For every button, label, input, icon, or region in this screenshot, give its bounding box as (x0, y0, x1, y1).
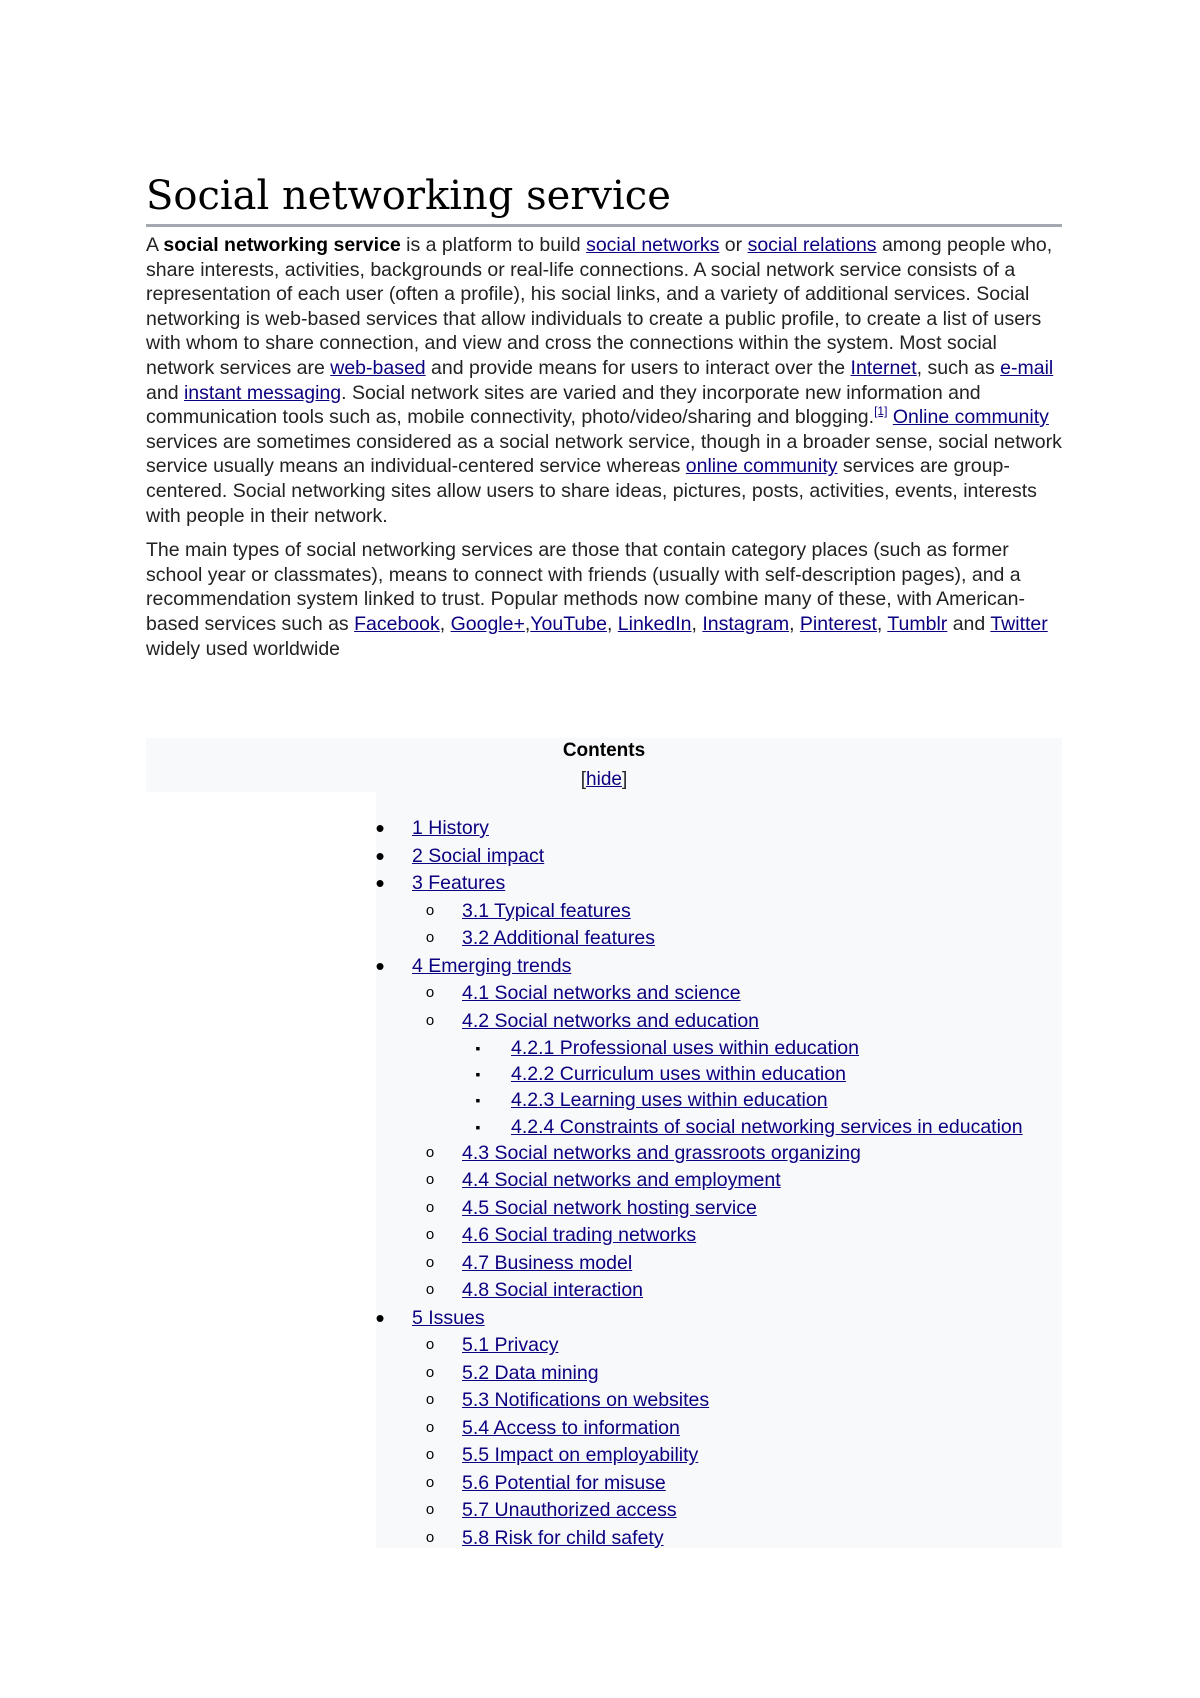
citation (874, 404, 887, 418)
bullet-icon: o (425, 1198, 435, 1216)
toc-item (146, 1443, 1062, 1471)
text-run: , (606, 612, 618, 635)
text-run: services are group-centered. Social networking sites allow users to share ideas, pictures, posts, activities, events, interests with people in their network. (146, 455, 1037, 527)
inline-link[interactable]: Twitter (990, 612, 1048, 635)
text-run: widely used worldwide (146, 637, 341, 660)
toc-link[interactable]: 3.1 Typical features (462, 899, 631, 922)
toc-item (146, 1526, 1062, 1554)
toc-item (146, 899, 1062, 927)
inline-link[interactable]: LinkedIn (617, 612, 692, 635)
text-run: The main types of social networking services are those that contain category places (such as former school year or classmates), means to connect with friends (usually with self-description pages), and a recommendation system linked to trust. Popular methods now combine many of these, with American-based services such as (146, 539, 1025, 635)
inline-link[interactable]: YouTube (530, 612, 607, 635)
toc-link[interactable]: 5.4 Access to information (462, 1416, 680, 1439)
toc-item (146, 1036, 1062, 1062)
inline-link[interactable]: Online community (892, 406, 1049, 429)
toc-item (146, 1223, 1062, 1251)
bullet-icon: o (425, 1171, 435, 1189)
bullet-icon: • (375, 840, 385, 871)
bullet-icon: • (375, 950, 385, 981)
bold-term: social networking service (163, 234, 401, 256)
text-run: and (146, 381, 184, 404)
toc-link[interactable]: 4.7 Business model (462, 1251, 633, 1274)
toc-link[interactable]: 4.1 Social networks and science (462, 982, 741, 1004)
toc-title: Contents (562, 740, 646, 761)
bullet-icon: o (425, 1336, 435, 1354)
toc-list (146, 813, 1062, 1553)
toc-link[interactable]: 5.6 Potential for misuse (462, 1471, 666, 1494)
toc-item (146, 1251, 1062, 1279)
bullet-icon: ▪ (475, 1118, 481, 1135)
bullet-icon: o (425, 1528, 435, 1546)
toc-link[interactable]: 4.2.3 Learning uses within education (511, 1089, 828, 1112)
bullet-icon: o (425, 1253, 435, 1271)
types-paragraph (146, 538, 1062, 661)
inline-link[interactable]: Tumblr (887, 612, 948, 635)
text-run: and (947, 612, 991, 635)
toc-item (146, 1471, 1062, 1499)
inline-link[interactable]: e-mail (1000, 356, 1054, 379)
toc-link[interactable]: 4.4 Social networks and employment (462, 1169, 781, 1192)
bullet-icon: o (425, 1501, 435, 1519)
toc-item (146, 1361, 1062, 1389)
toc-link[interactable]: 5 Issues (412, 1306, 485, 1329)
bullet-icon: o (425, 1418, 435, 1436)
text-run: , (789, 612, 800, 635)
bullet-icon: • (375, 1302, 385, 1333)
toc-link[interactable]: 3.2 Additional features (462, 927, 655, 949)
inline-link[interactable]: Internet (850, 356, 917, 379)
text-run: , (439, 612, 451, 635)
page-title: Social networking service (146, 170, 1062, 227)
text-run: , (691, 612, 703, 635)
inline-link[interactable]: online community (685, 455, 838, 478)
text-run: and provide means for users to interact over the (425, 356, 851, 379)
toc-item (146, 950, 1062, 982)
text-run: services are sometimes considered as a social network service, though in a broader sense, social network service usually means an individual-centered service whereas (146, 430, 1062, 478)
toc-link[interactable]: 5.2 Data mining (462, 1361, 599, 1384)
bullet-icon: o (425, 1011, 435, 1029)
toc-item (146, 1062, 1062, 1088)
bullet-icon: o (425, 1226, 435, 1244)
toc-item (146, 1088, 1062, 1114)
toc-link[interactable]: 4.2.1 Professional uses within education (511, 1037, 859, 1059)
text-run: among people who, share interests, activities, backgrounds or real-life connections. A social network service consists of a representation of each user (often a profile), his social links, and a variety of additional services. Social networking is web-based services that allow individuals to create a public profile, to create a list of users with whom to share connection, and view and cross the connections within the system. Most social network services are (146, 234, 1053, 379)
toc-link[interactable]: 5.8 Risk for child safety (462, 1526, 664, 1549)
toc-link[interactable]: 4 Emerging trends (412, 954, 572, 977)
article-body (146, 170, 1062, 671)
toc-item (146, 1115, 1062, 1141)
toc-link[interactable]: 4.3 Social networks and grassroots organizing (462, 1141, 861, 1164)
toc-link[interactable]: 4.8 Social interaction (462, 1279, 644, 1302)
text-run: , (876, 612, 888, 635)
toc-item (146, 1278, 1062, 1306)
toc-item (146, 1416, 1062, 1444)
text-run: , such as (916, 356, 1001, 379)
toc-item (146, 1388, 1062, 1416)
inline-link[interactable]: web-based (330, 356, 426, 379)
toc-item (146, 926, 1062, 954)
text-run: , (524, 612, 531, 635)
inline-link[interactable]: social relations (747, 234, 877, 256)
bullet-icon: • (375, 868, 385, 898)
text-run: A (146, 234, 164, 256)
toc-item (146, 1141, 1062, 1169)
inline-link[interactable]: Facebook (354, 612, 440, 635)
toc-link[interactable]: 5.5 Impact on employability (462, 1444, 699, 1467)
text-run: . Social network sites are varied and they incorporate new information and communication tools such as, mobile connectivity, photo/video/sharing and blogging. (146, 381, 981, 429)
intro-paragraph (146, 233, 1062, 528)
toc-item (146, 868, 1062, 899)
toc-link[interactable]: 4.5 Social network hosting service (462, 1196, 757, 1219)
bullet-icon: ▪ (475, 1092, 481, 1109)
toc-link[interactable]: 5.1 Privacy (462, 1334, 559, 1357)
toc-link[interactable]: 2 Social impact (412, 844, 545, 867)
bullet-icon: o (425, 1473, 435, 1491)
bullet-icon: ▪ (475, 1040, 481, 1056)
bullet-icon: o (425, 1281, 435, 1299)
toc-link[interactable]: 5.7 Unauthorized access (462, 1499, 677, 1522)
toc-hide-link[interactable]: hide (586, 769, 622, 790)
table-of-contents (146, 738, 1062, 1548)
toc-item (146, 840, 1062, 872)
inline-link[interactable]: social networks (586, 234, 720, 256)
inline-link[interactable]: Pinterest (799, 612, 877, 635)
bullet-icon: o (425, 901, 435, 919)
bullet-icon: o (425, 984, 435, 1001)
toc-item (146, 981, 1062, 1009)
inline-link[interactable]: Google+ (450, 612, 525, 635)
toc-item (146, 1333, 1062, 1361)
citation-link[interactable]: [1] (874, 404, 888, 419)
inline-link[interactable]: Instagram (702, 612, 790, 635)
toc-item (146, 813, 1062, 844)
toc-toggle: [hide] (580, 769, 628, 790)
text-run: is a platform to build (400, 234, 587, 256)
bullet-icon: o (425, 1143, 435, 1161)
toc-link[interactable]: 5.3 Notifications on websites (462, 1389, 710, 1412)
toc-item (146, 1302, 1062, 1334)
bullet-icon: o (425, 1363, 435, 1381)
toc-link[interactable]: 1 History (412, 817, 489, 839)
bullet-icon: o (425, 929, 435, 946)
toc-item (146, 1009, 1062, 1037)
text-run: or (719, 234, 748, 256)
inline-link[interactable]: instant messaging (183, 381, 342, 404)
bullet-icon: • (375, 813, 385, 843)
bullet-icon: ▪ (475, 1066, 481, 1083)
toc-link[interactable]: 4.2.4 Constraints of social networking services in education (511, 1115, 1023, 1138)
bullet-icon: o (425, 1391, 435, 1409)
toc-item (146, 1196, 1062, 1224)
toc-link[interactable]: 4.2.2 Curriculum uses within education (511, 1063, 846, 1086)
bullet-icon: o (425, 1446, 435, 1464)
toc-item (146, 1168, 1062, 1196)
toc-link[interactable]: 4.6 Social trading networks (462, 1224, 697, 1247)
toc-link[interactable]: 4.2 Social networks and education (462, 1009, 760, 1032)
toc-link[interactable]: 3 Features (412, 872, 506, 894)
toc-item (146, 1498, 1062, 1526)
